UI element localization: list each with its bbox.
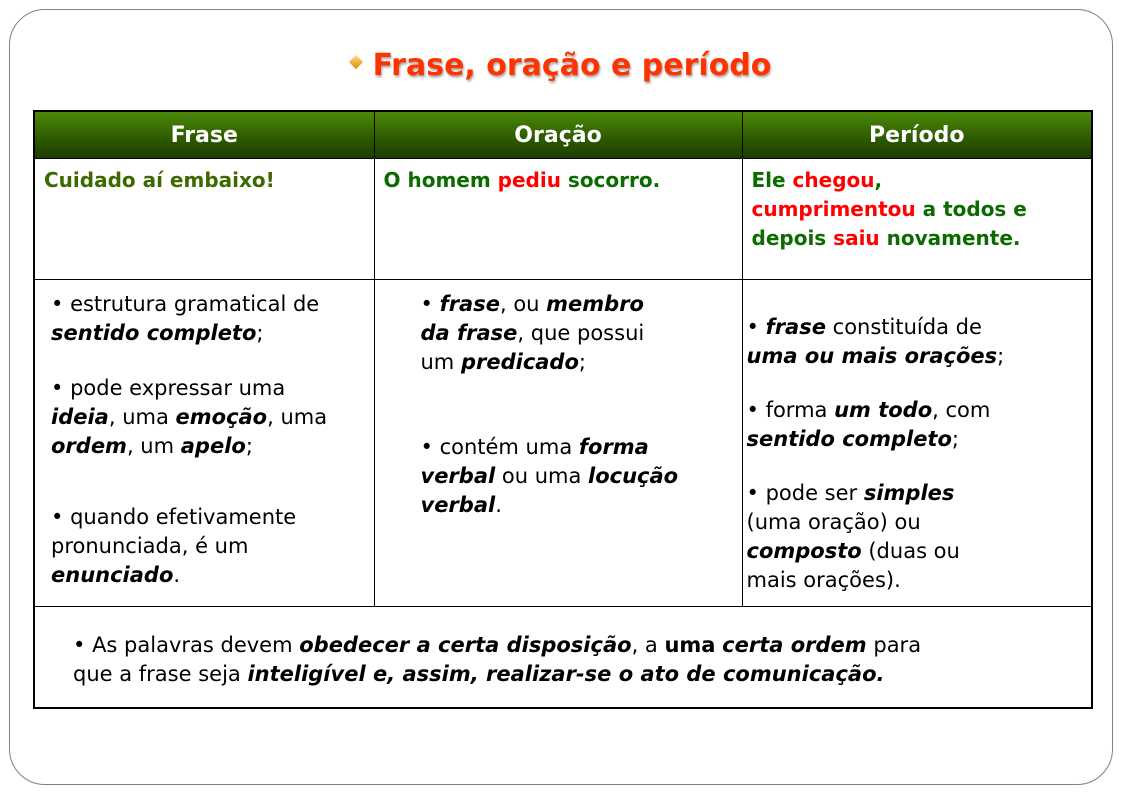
example-periodo-text: Ele chegou, cumprimentou a todos e depois saiu novamente.: [751, 168, 1027, 250]
header-row: [34, 111, 1092, 159]
oracao-point-2: • contém uma forma verbal ou uma locução verbal.: [420, 435, 679, 517]
footer-note: • As palavras devem obedecer a certa disposição, a uma certa ordem para que a frase seja inteligível e, assim, realizar-se o ato de comunicação.: [34, 607, 1092, 709]
example-frase-text: Cuidado aí embaixo!: [44, 168, 275, 192]
periodo-point-1: • frase constituída de uma ou mais orações;: [746, 315, 1005, 368]
header-periodo: Período: [742, 111, 1092, 159]
example-periodo: [742, 159, 1092, 280]
description-periodo: [742, 280, 1092, 607]
title-bar: [0, 48, 1122, 83]
header-frase: Frase: [34, 111, 374, 159]
frase-point-1: • estrutura gramatical de sentido completo;: [51, 292, 320, 345]
periodo-point-2: • forma um todo, com sentido completo;: [746, 398, 991, 451]
example-oracao: [374, 159, 742, 280]
frase-point-3: • quando efetivamente pronunciada, é um enunciado.: [51, 505, 297, 587]
diamond-bullet-icon: [349, 54, 363, 68]
footer-row: [34, 607, 1092, 709]
example-oracao-text: O homem pediu socorro.: [383, 168, 661, 192]
examples-row: [34, 159, 1092, 280]
description-oracao: [374, 280, 742, 607]
descriptions-row: [34, 280, 1092, 607]
header-oracao: Oração: [374, 111, 742, 159]
frase-point-2: • pode expressar uma ideia, uma emoção, uma ordem, um apelo;: [51, 376, 328, 458]
page-title: Frase, oração e período: [372, 48, 772, 83]
periodo-point-3: • pode ser simples (uma oração) ou composto (duas ou mais orações).: [746, 481, 960, 592]
oracao-point-1: • frase, ou membro da frase, que possui um predicado;: [420, 292, 645, 374]
example-frase: [34, 159, 374, 280]
description-frase: [34, 280, 374, 607]
comparison-table: [33, 110, 1093, 709]
